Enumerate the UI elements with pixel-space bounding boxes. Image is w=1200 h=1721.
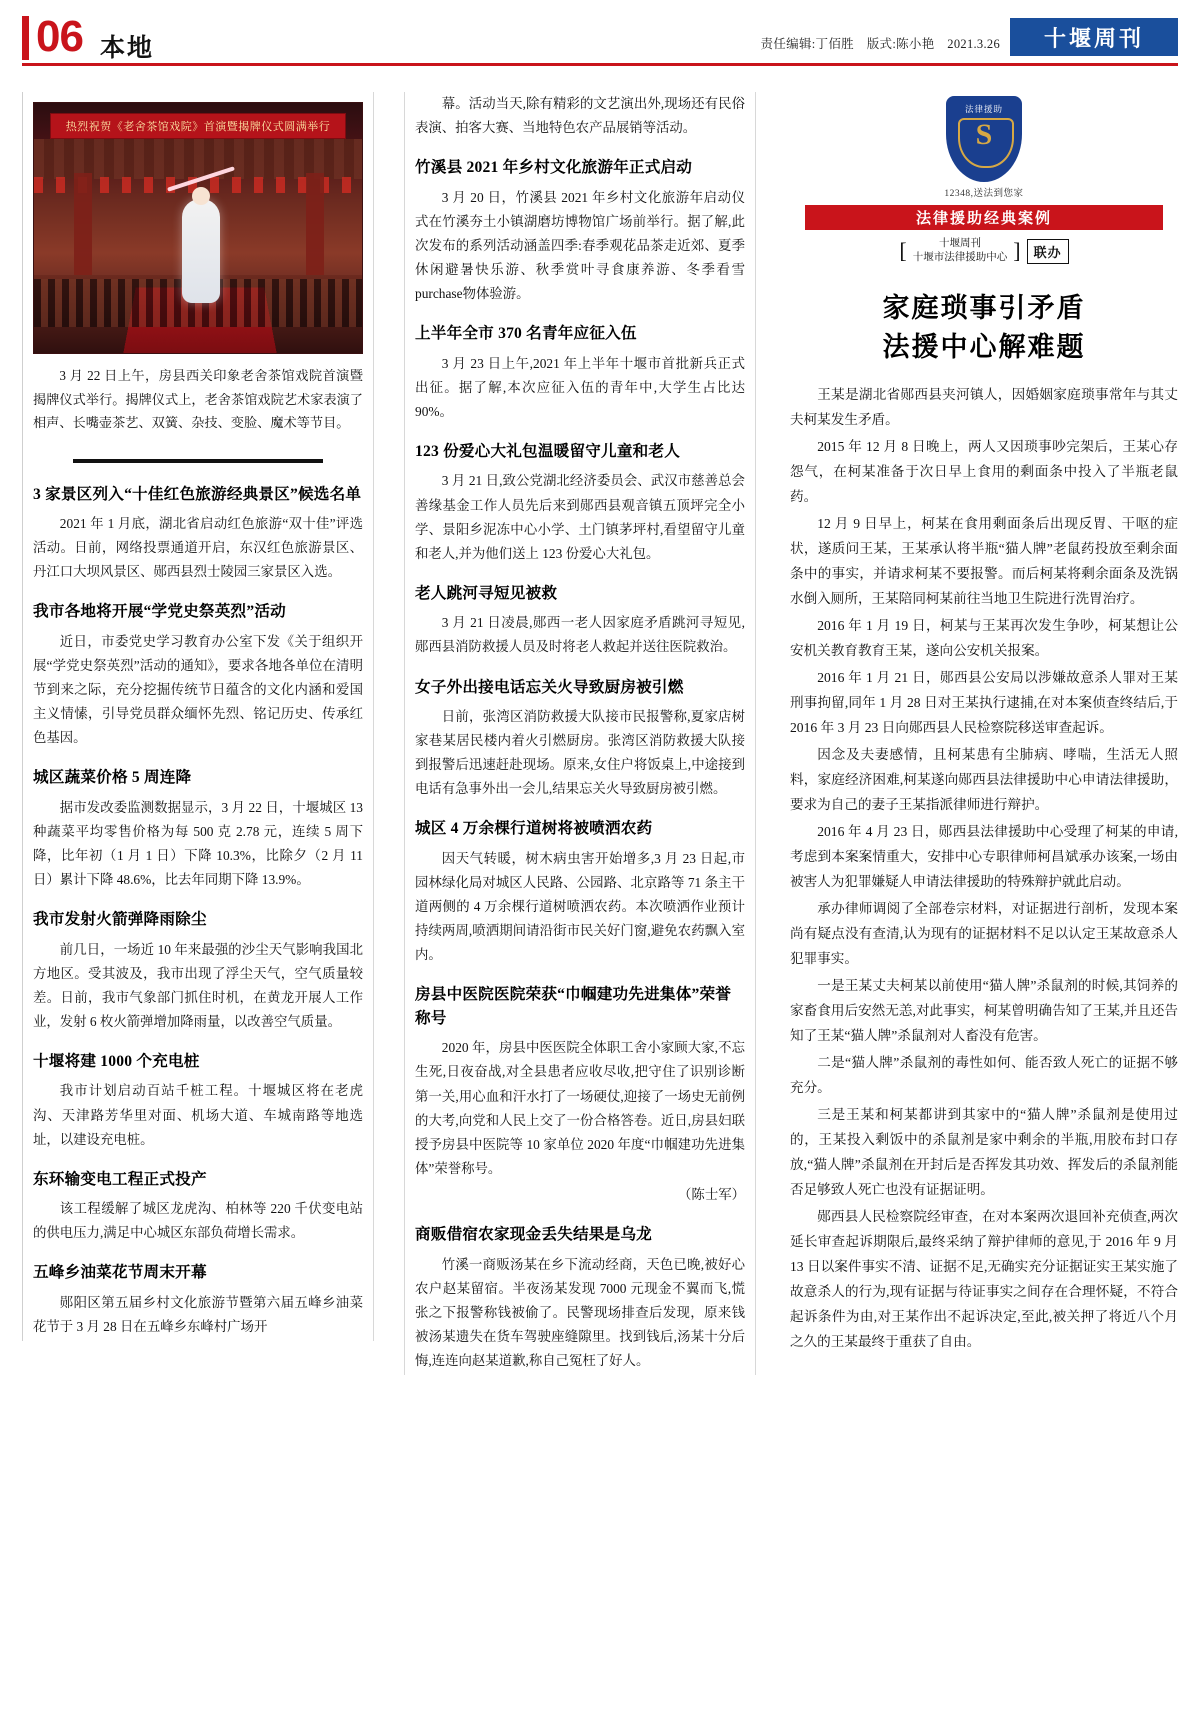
article-paragraph: 竹溪一商贩汤某在乡下流动经商，天色已晚,被好心农户赵某留宿。半夜汤某发现 7000 元现金不翼而飞,慌张之下报警称钱被偷了。民警现场排查后发现，原来钱被汤某遗失在货车驾驶座缝隙里。找到钱后,汤某十分后悔,连连向赵某道歉,称自己冤枉了好人。 — [415, 1256, 745, 1369]
article-paragraph: 3 月 20 日，竹溪县 2021 年乡村文化旅游年启动仪式在竹溪夯土小镇湖磨坊博物馆广场前举行。据了解,此次发布的系列活动涵盖四季:春季观花品茶走近郊、夏季休闲避暑快乐游、秋季赏叶寻食康养游、冬季看雪purchase物体验游。 — [415, 189, 745, 302]
article-headline: 女子外出接电话忘关火导致厨房被引燃 — [415, 678, 684, 696]
lead-photo-wrap — [33, 102, 363, 354]
feature-paragraph: 2016 年 1 月 21 日，郧西县公安局以涉嫌故意杀人罪对王某刑事拘留,同年 1 月 28 日对王某执行逮捕,在对本案侦查终结后,于 2016 年 3 月 23 日向郧西县人民检察院移送审查起诉。 — [790, 670, 1178, 735]
section-divider — [73, 459, 323, 463]
article-paragraph: 近日，市委党史学习教育办公室下发《关于组织开展“学党史祭英烈”活动的通知》，要求各地各单位在清明节到来之际，充分挖掘传统节日蕴含的文化内涵和爱国主义情愫，引导党员群众缅怀先烈、铭记历史、传承红色基因。 — [33, 633, 363, 746]
feature-paragraph: 王某是湖北省郧西县夹河镇人，因婚姻家庭琐事常年与其丈夫柯某发生矛盾。 — [790, 387, 1178, 427]
article-paragraph: 2021 年 1 月底，湖北省启动红色旅游“双十佳”评选活动。日前，网络投票通道开启，东汉红色旅游景区、丹江口大坝风景区、郧西县烈士陵园三家景区入选。 — [33, 515, 363, 580]
column-two — [404, 92, 756, 1375]
article-headline: 上半年全市 370 名青年应征入伍 — [415, 325, 637, 343]
feature-paragraph: 2016 年 4 月 23 日，郧西县法律援助中心受理了柯某的申请,考虑到本案案情重大，安排中心专职律师柯昌斌承办该案,一场由被害人为犯罪嫌疑人申请法律援助的特殊辩护就此启动。 — [790, 824, 1178, 889]
article-headline: 东环输变电工程正式投产 — [33, 1170, 207, 1188]
co-organizer-1: 十堰周刊 — [938, 238, 981, 249]
feature-title-line2: 法援中心解难题 — [882, 331, 1086, 362]
article-signature: （陈士军） — [678, 1187, 745, 1202]
article-paragraph: 3 月 21 日凌晨,郧西一老人因家庭矛盾跳河寻短见,郧西县消防救援人员及时将老人救起并送往医院救治。 — [415, 615, 745, 655]
article-paragraph: 3 月 21 日,致公党湖北经济委员会、武汉市慈善总会善缘基金工作人员先后来到郧西县观音镇五顶坪完全小学、景阳乡泥冻中心小学、土门镇茅坪村,看望留守儿童和老人,并为他们送上 123 份爱心大礼包。 — [415, 473, 745, 561]
article-paragraph: 据市发改委监测数据显示，3 月 22 日，十堰城区 13 种蔬菜平均零售价格为每 500 克 2.78 元，连续 5 周下降，比年初（1 月 1 日）下降 10.3%，比除夕（2 月 11 日）累计下降 48.6%，比去年同期下降 13.9%。 — [33, 799, 363, 888]
editor-credits: 责任编辑:丁佰胜 版式:陈小艳 2021.3.26 — [760, 37, 1000, 51]
feature-title — [790, 289, 1178, 366]
article-paragraph: 2020 年，房县中医医院全体职工舍小家顾大家,不忘生死,日夜奋战,对全县患者应收尽收,把守住了识别诊断第一关,用心血和汗水打了一场硬仗,迎接了一场史无前例的大考,向党和人民上交了一份合格答卷。近日,房县妇联授予房县中医院等 10 家单位 2020 年度“巾帼建功先进集体”荣誉称号。 — [415, 1040, 745, 1176]
masthead-accent-bar — [22, 16, 29, 60]
publication-logo: 十堰周刊 — [1010, 18, 1178, 56]
lead-photo — [33, 102, 363, 354]
article-paragraph: 日前，张湾区消防救援大队接市民报警称,夏家店树家巷某居民楼内着火引燃厨房。张湾区消防救援大队接到报警后迅速赶赴现场。原来,女住户将饭桌上,中途接到电话有急事外出一会儿,结果忘关火导致厨房被引燃。 — [415, 708, 745, 797]
feature-paragraph: 因念及夫妻感情，且柯某患有尘肺病、哮喘，生活无人照料，家庭经济困难,柯某遂向郧西县法律援助中心申请法律援助，要求为自己的妻子王某指派律师进行辩护。 — [790, 747, 1178, 812]
article-headline: 商贩借宿农家现金丢失结果是乌龙 — [415, 1226, 652, 1244]
shield-label: 法律援助 — [964, 104, 1003, 114]
feature-paragraph: 2015 年 12 月 8 日晚上，两人又因琐事吵完架后，王某心存怨气，在柯某准备于次日早上食用的剩面条中投入了半瓶老鼠药。 — [790, 439, 1178, 504]
article-headline: 城区 4 万余棵行道树将被喷洒农药 — [415, 820, 653, 838]
article-paragraph: 3 月 23 日上午,2021 年上半年十堰市首批新兵正式出征。据了解,本次应征入伍的青年中,大学生占比达 90%。 — [415, 355, 745, 419]
photo-performer — [182, 199, 220, 303]
photo-performer-head — [192, 187, 210, 205]
article-headline: 五峰乡油菜花节周末开幕 — [33, 1264, 207, 1282]
article-headline: 我市各地将开展“学党史祭英烈”活动 — [33, 603, 286, 621]
article-paragraph: 前几日，一场近 10 年来最强的沙尘天气影响我国北方地区。受其波及，我市出现了浮尘天气，空气质量较差。日前，我市气象部门抓住时机，在黄龙开展人工作业，发射 6 枚火箭弹增加降雨量，以改善空气质量。 — [33, 941, 363, 1029]
feature-title-line1: 家庭琐事引矛盾 — [882, 293, 1086, 324]
feature-paragraph: 一是王某丈夫柯某以前使用“猫人牌”杀鼠剂的时候,其饲养的家畜食用后安然无恙,对此事实，柯某曾明确告知了王某,并且还告知了王某“猫人牌”杀鼠剂对人畜没有危害。 — [790, 978, 1178, 1043]
article-headline: 竹溪县 2021 年乡村文化旅游年正式启动 — [415, 159, 693, 177]
feature-paragraph: 郧西县人民检察院经审查，在对本案两次退回补充侦查,两次延长审查起诉期限后,最终采纳了辩护律师的意见,于 2016 年 9 月 13 日以案件事实不清、证据不足,无确实充分证据证实王某实施了故意杀人的行为,现有证据与待证事实之间存在合理怀疑，不符合起诉条件为由,对王某作出不起诉决定,至此,被关押了将近八个月之久的王某最终于重获了自由。 — [790, 1209, 1178, 1349]
co-organizers — [805, 237, 1163, 265]
feature-paragraph: 12 月 9 日早上，柯某在食用剩面条后出现反胃、干呕的症状，遂质问王某，王某承认将半瓶“猫人牌”老鼠药投放至剩余面条中的事实，并请求柯某不要报警。而后柯某将剩余面条及洗锅水倒入厕所，王某陪同柯某前往当地卫生院进行洗胃治疗。 — [790, 516, 1178, 606]
feature-paragraph: 三是王某和柯某都讲到其家中的“猫人牌”杀鼠剂是使用过的，王某投入剩饭中的杀鼠剂是家中剩余的半瓶,用胶布封口存放,“猫人牌”杀鼠剂在开封后是否挥发其功效、挥发后的杀鼠剂能否足够致人死亡也没有证据证明。 — [790, 1107, 1178, 1197]
page-number: 06 — [36, 12, 83, 61]
shield-icon — [946, 96, 1022, 182]
article-headline: 老人跳河寻短见被救 — [415, 584, 558, 602]
article-paragraph: 因天气转暖，树木病虫害开始增多,3 月 23 日起,市园林绿化局对城区人民路、公园路、北京路等 71 条主干道两侧的 4 万余棵行道树喷洒农药。本次喷洒作业预计持续两周,喷洒期间请沿街市民关好门窗,避免农药飘入室内。 — [415, 850, 745, 963]
joint-label: 联办 — [1027, 239, 1069, 264]
column-three — [790, 92, 1178, 1356]
photo-caption: 3 月 22 日上午，房县西关印象老舍茶馆戏院首演暨揭牌仪式举行。揭牌仪式上，老舍茶馆戏院艺术家表演了相声、长嘴壶茶艺、双簧、杂技、变脸、魔术等节目。 — [33, 368, 363, 430]
hotline-text: 12348,送法到您家 — [944, 189, 1024, 199]
feature-paragraph: 2016 年 1 月 19 日，柯某与王某再次发生争吵，柯某想让公安机关教育教育王某，遂向公安机关报案。 — [790, 618, 1178, 658]
photo-banner-text: 热烈祝贺《老舍茶馆戏院》首演暨揭牌仪式圆满举行 — [50, 113, 346, 139]
article-paragraph: 我市计划启动百站千桩工程。十堰城区将在老虎沟、天津路芳华里对面、机场大道、车城南路等地选址，以建设充电桩。 — [33, 1083, 363, 1147]
column-banner: 法律援助经典案例 — [805, 205, 1163, 230]
article-headline: 123 份爱心大礼包温暖留守儿童和老人 — [415, 443, 680, 461]
article-headline: 房县中医院医院荣获“巾帼建功先进集体”荣誉称号 — [415, 986, 732, 1027]
section-title: 本地 — [100, 35, 155, 62]
article-headline: 十堰将建 1000 个充电桩 — [33, 1053, 200, 1071]
bracket-right: ] — [1013, 238, 1021, 264]
article-paragraph-continued: 幕。活动当天,除有精彩的文艺演出外,现场还有民俗表演、拍客大赛、当地特色农产品展销等活动。 — [415, 96, 745, 136]
article-headline: 我市发射火箭弹降雨除尘 — [33, 911, 207, 929]
article-paragraph: 郧阳区第五届乡村文化旅游节暨第六届五峰乡油菜花节于 3 月 28 日在五峰乡东峰村广场开 — [33, 1294, 363, 1334]
column-one — [22, 92, 374, 1341]
article-headline: 城区蔬菜价格 5 周连降 — [33, 769, 192, 787]
article-paragraph: 该工程缓解了城区龙虎沟、柏林等 220 千伏变电站的供电压力,满足中心城区东部负荷增长需求。 — [33, 1201, 363, 1241]
shield-letter: S — [975, 118, 993, 151]
co-organizer-2: 十堰市法律援助中心 — [912, 252, 1008, 264]
feature-paragraph: 二是“猫人牌”杀鼠剂的毒性如何、能否致人死亡的证据不够充分。 — [790, 1055, 1178, 1095]
legal-aid-badge — [790, 96, 1178, 199]
bracket-left: [ — [899, 238, 907, 264]
masthead-rule — [22, 63, 1178, 66]
masthead — [22, 12, 1178, 64]
article-headline: 3 家景区列入“十佳红色旅游经典景区”候选名单 — [33, 485, 362, 503]
feature-paragraph: 承办律师调阅了全部卷宗材料，对证据进行剖析，发现本案尚有疑点没有查清,认为现有的证据材料不足以认定王某故意杀人犯罪事实。 — [790, 901, 1178, 966]
